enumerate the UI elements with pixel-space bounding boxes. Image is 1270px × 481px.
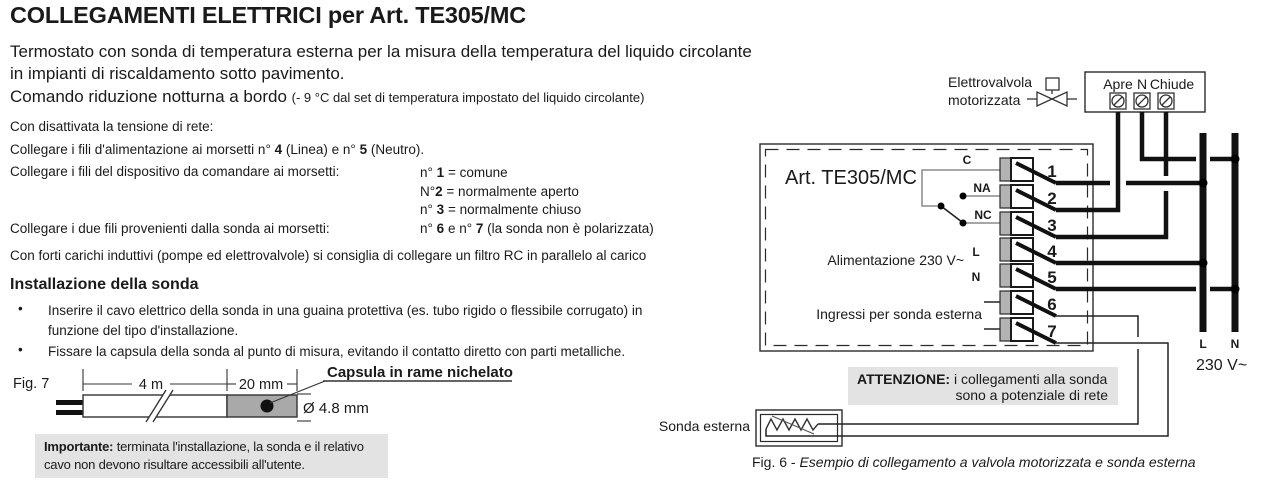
fig6-diagram [630, 55, 1270, 481]
sonda-esterna-box [756, 410, 842, 446]
valve-label-line1: Elettrovalvola [948, 74, 1033, 90]
terminal-2 [1000, 185, 1057, 210]
list-item: n° 1 = comune [420, 165, 508, 180]
alim-terminal-4: 4 [274, 142, 283, 157]
valve-terminal-apre: Apre [1103, 76, 1133, 92]
comando-note: (- 9 °C dal set di temperatura impostato del liquido circolante) [291, 90, 645, 105]
sonda-esterna-label: Sonda esterna [658, 418, 750, 434]
contact-na-label: NA [973, 181, 991, 195]
install-bullet-1: • Inserire il cavo elettrico della sonda in una guaina protettiva (es. tubo rigido o flessibile corrugato) in funzione del tipo d'installazione. [18, 301, 643, 338]
screw-terminal-icon [1110, 93, 1126, 109]
device-instruction: Collegare i fili del dispositivo da comandare ai morsetti: [10, 164, 340, 179]
alimentazione-label: Alimentazione 230 V~ [827, 252, 964, 268]
alimentazione-instruction [10, 142, 424, 157]
contact-c-label: C [962, 153, 972, 167]
dimension-lines [83, 369, 297, 393]
screw-terminal-icon [1158, 93, 1174, 109]
terminal-3 [1000, 212, 1057, 237]
list-item: N°2 = normalmente aperto [420, 183, 579, 199]
line-l-label: L [972, 245, 980, 259]
importante-box: Importante: terminata l'installazione, la sonda e il relativo cavo non devono risultare accessibili all'utente. [35, 434, 388, 478]
valve-label-line2: motorizzata [948, 92, 1021, 108]
install-bullet-2: • Fissare la capsula della sonda al punto di misura, evitando il contatto diretto con parti metalliche. [18, 342, 626, 359]
svg-text:4: 4 [1047, 242, 1057, 261]
bullet-icon: • [18, 342, 23, 357]
attenzione-line1: ATTENZIONE: i collegamenti alla sonda [857, 371, 1108, 387]
alim-pre: Collegare i fili d'alimentazione ai morsetti n° [10, 142, 275, 157]
svg-text:1: 1 [1047, 162, 1057, 181]
page-title: COLLEGAMENTI ELETTRICI per Art. TE305/MC [10, 2, 526, 28]
screw-terminal-icon [1134, 93, 1150, 109]
terminal-5 [1000, 264, 1057, 289]
junction-dot [1199, 259, 1208, 268]
importante-bold: Importante: [44, 439, 114, 454]
svg-text:7: 7 [1047, 322, 1057, 341]
install-heading: Installazione della sonda [10, 276, 199, 293]
wire-stub [56, 410, 83, 415]
alim-terminal-5: 5 [359, 142, 368, 157]
ingressi-label: Ingressi per sonda esterna [816, 306, 982, 322]
junction-dot [1199, 179, 1208, 188]
probe-terminals: n° 6 e n° 7 (la sonda non è polarizzata) [420, 221, 654, 236]
sensor-dot [261, 400, 274, 413]
device-terminals-list [420, 164, 581, 220]
net-off-line: Con disattivata la tensione di rete: [10, 119, 214, 134]
svg-text:2: 2 [1047, 189, 1057, 208]
fig6-caption: Fig. 6 - Esempio di collegamento a valvola motorizzata e sonda esterna [752, 454, 1196, 470]
terminal-7 [1000, 318, 1057, 343]
probe-instruction: Collegare i due fili provenienti dalla sonda ai morsetti: [10, 221, 330, 236]
intro-line-2: in impianti di riscaldamento sotto pavimento. [10, 64, 345, 83]
attenzione-line2: sono a potenziale di rete [955, 387, 1108, 403]
svg-text:5: 5 [1047, 268, 1057, 287]
svg-text:3: 3 [1047, 216, 1057, 235]
bullet-icon: • [18, 301, 23, 316]
rc-filter-note: Con forti carichi induttivi (pompe ed elettrovalvole) si consiglia di collegare un filtro RC in parallelo al carico [10, 248, 647, 263]
probe-drawing [56, 390, 297, 422]
comando-line [10, 87, 644, 107]
motorized-valve-icon [1027, 78, 1077, 106]
valve-terminal-chiude: Chiude [1149, 76, 1195, 92]
terminal-1 [1000, 158, 1057, 183]
junction-dot [1231, 285, 1240, 294]
capsule-length-dim: 20 mm [238, 377, 284, 393]
svg-text:6: 6 [1047, 295, 1057, 314]
valve-terminal-n: N [1136, 76, 1148, 92]
list-item: n° 3 = normalmente chiuso [420, 202, 582, 217]
na-dot [960, 193, 967, 200]
mains-n-label: N [1230, 337, 1240, 351]
pivot-dot [938, 203, 945, 210]
cable-length-dim: 4 m [138, 377, 164, 393]
diameter-label: Ø 4.8 mm [303, 400, 369, 417]
valve-terminal-box [1085, 72, 1205, 112]
device-title: Art. TE305/MC [785, 167, 917, 189]
line-n-label: N [971, 270, 981, 284]
capsula-label: Capsula in rame nichelato [327, 364, 513, 381]
mains-voltage-label: 230 V~ [1196, 357, 1248, 374]
wire-stub [56, 400, 83, 405]
nc-dot [960, 220, 967, 227]
intro-line-1: Termostato con sonda di temperatura esterna per la misura della temperatura del liquido circolante [10, 42, 752, 61]
terminal-6 [1000, 291, 1057, 316]
contact-nc-label: NC [974, 208, 992, 222]
alim-post: (Neutro). [367, 142, 425, 157]
terminal-4 [1000, 238, 1057, 263]
fig7-label: Fig. 7 [13, 376, 50, 392]
comando-text: Comando riduzione notturna a bordo [10, 87, 292, 106]
mains-l-label: L [1199, 337, 1207, 351]
junction-dot [1231, 155, 1240, 164]
alim-mid: (Linea) e n° [282, 142, 360, 157]
